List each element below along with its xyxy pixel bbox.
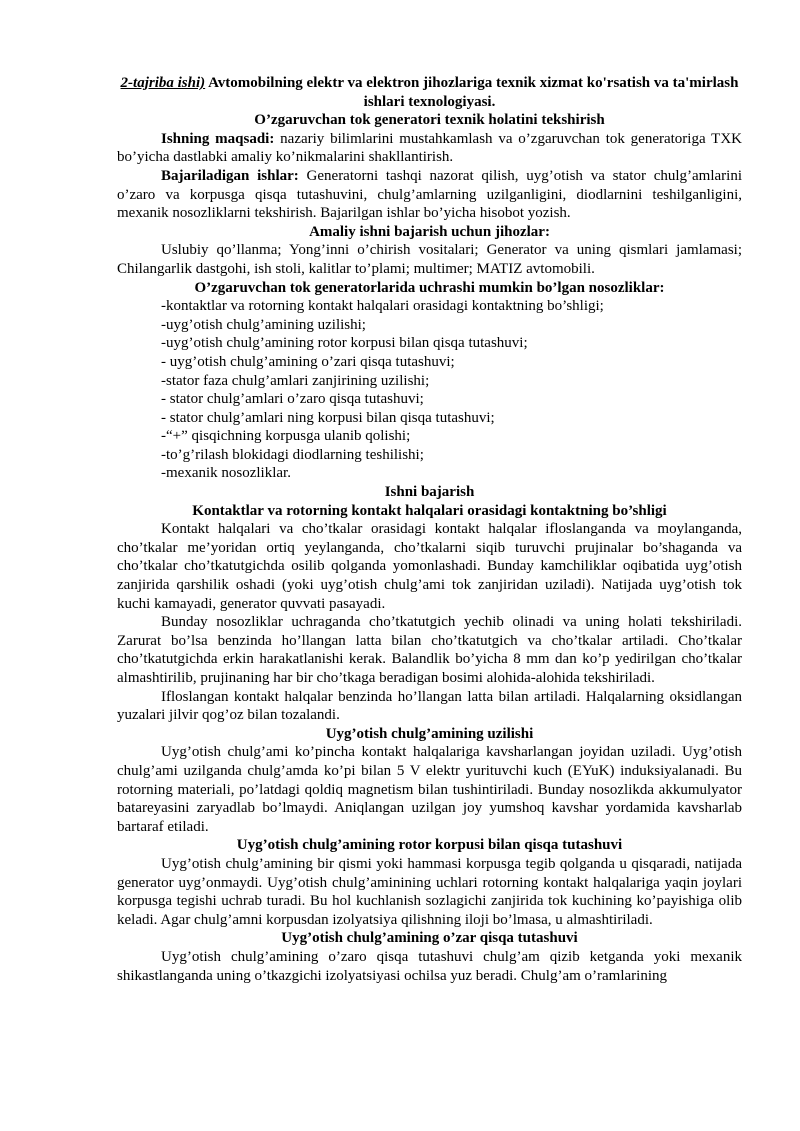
tasks-text: Generatorni tashqi nazorat qilish, uyg’otish va stator chulg’amlarini o’zaro va korpusga qisqa tutashuvini, chulg’amlarning uzilganligini, diodlarnini teshilganligini, mexanik nosozliklarni tekshirish. Bajarilgan ishlar bo’yicha hisobot yozish. — [117, 167, 743, 222]
list-item: -kontaktlar va rotorning kontakt halqalari orasidagi kontaktning bo’shligi; — [161, 298, 604, 315]
document-subtitle: O’zgaruvchan tok generatori texnik holatini tekshirish — [254, 112, 605, 129]
tasks-label: Bajariladigan ishlar: — [161, 167, 299, 184]
faults-list — [117, 297, 742, 483]
list-item: -stator faza chulg’amlari zanjirining uzilishi; — [161, 372, 430, 389]
list-item: - stator chulg’amlari ning korpusi bilan qisqa tutashuvi; — [161, 409, 495, 426]
lab-number: 2-tajriba ishi) — [120, 75, 206, 91]
paragraph: Ifloslangan kontakt halqalar benzinda ho’llangan latta bilan artiladi. Halqalarning oksidlangan yuzalari jilvir qog’oz bilan tozalandi. — [117, 688, 742, 724]
equipment-heading: Amaliy ishni bajarish uchun jihozlar: — [309, 223, 550, 240]
title-text: Avtomobilning elektr va elektron jihozlariga texnik xizmat ko'rsatish va ta'mirlash ishlari texnologiyasi. — [205, 75, 739, 110]
list-item: - uyg’otish chulg’amining o’zari qisqa tutashuvi; — [161, 353, 455, 370]
paragraph: Uyg’otish chulg’ami ko’pincha kontakt halqalariga kavsharlangan joyidan uziladi. Uyg’otish chulg’ami uzilganda chulg’amda ko’pi bilan 5 V elektr yurituvchi kuch (EYuK) induksiyalanadi. Bu rotorning materiali, po’latdagi qoldiq magnetism bilan tushintiriladi. Bunday nosozlikda akkumulyator batareyasini zaryadlab bo’lmaydi. Aniqlangan uzilgan joy yumshoq kavshar yordamida kavsharlab bartaraf etiladi. — [117, 744, 742, 835]
list-item: -uyg’otish chulg’amining uzilishi; — [161, 316, 366, 333]
goal-paragraph — [117, 130, 742, 167]
paragraph: Bunday nosozliklar uchraganda cho’tkatutgich yechib olinadi va uning holati tekshiriladi. Zarurat bo’lsa benzinda ho’llangan latta bilan cho’tkatutgich va cho’tkalar artiladi. Cho’tkalar cho’tkatutgichda erkin harakatlanishi kerak. Balandlik bo’yicha 8 mm dan ko’p yedirilgan cho’tkalar almashtirilib, prujinaning har bir cho’tkaga beradigan bosimi alohida-alohida tekshiriladi. — [117, 614, 742, 686]
list-item: -“+” qisqichning korpusga ulanib qolishi; — [161, 428, 411, 445]
document-title — [117, 74, 742, 111]
goal-label: Ishning maqsadi: — [161, 130, 275, 147]
tasks-paragraph — [117, 167, 742, 223]
faults-heading: O’zgaruvchan tok generatorlarida uchrashi mumkin bo’lgan nosozliklar: — [194, 279, 665, 296]
paragraph: Uyg’otish chulg’amining bir qismi yoki hammasi korpusga tegib qolganda u qisqaradi, natijada generator uyg’onmaydi. Uyg’otish chulg’aminining uchlari rotorning kontakt halqalariga yaqin joylari korpusga tegishi uchrab turadi. Bu hol kuchlanish sozlagichi zanjirida tok kuchining ko’payishiga olib keladi. Agar chulg’amni korpusdan izolyatsiya qilishning iloji bo’lmasa, u almashtiriladi. — [117, 855, 742, 928]
paragraph: Kontakt halqalari va cho’tkalar orasidagi kontakt halqalar ifloslanganda va moylanganda, cho’tkalar me’yoridan ortiq yeylanganda, cho’tkalarni siqib turuvchi prujinalar bo’shaganda va cho’tkalar cho’tkatutgichda osilib qolganda yomonlashadi. Bunday kamchiliklar oqibatida uyg’otish zanjirida qarshilik oshadi (yoki uyg’otish chulg’ami tok zanjiridan uziladi). Natijada uyg’otish tok kuchi kamayadi, generator quvvati pasayadi. — [117, 521, 742, 612]
section-heading-rotor-short: Uyg’otish chulg’amining rotor korpusi bilan qisqa tutashuvi — [236, 837, 623, 854]
goal-text: nazariy bilimlarini mustahkamlash va o’zgaruvchan tok generatoriga TXK bo’yicha dastlabki amaliy ko’nikmalarini shakllantirish. — [117, 130, 742, 166]
section-heading-winding-break: Uyg’otish chulg’amining uzilishi — [325, 725, 534, 742]
work-heading: Ishni bajarish — [384, 484, 475, 501]
list-item: -to’g’rilash blokidagi diodlarning teshilishi; — [161, 446, 424, 463]
paragraph: Uyg’otish chulg’amining o’zaro qisqa tutashuvi chulg’am qizib ketganda yoki mexanik shikastlanganda uning o’tkazgichi izolyatsiyasi ochilsa yuz beradi. Chulg’am o’ramlarining — [117, 948, 742, 984]
document-page — [117, 74, 742, 985]
section-heading-interturn-short: Uyg’otish chulg’amining o’zar qisqa tutashuvi — [281, 930, 578, 947]
list-item: -uyg’otish chulg’amining rotor korpusi bilan qisqa tutashuvi; — [161, 335, 528, 352]
equipment-paragraph: Uslubiy qo’llanma; Yong’inni o’chirish vositalari; Generator va uning qismlari jamlamasi; Chilangarlik dastgohi, ish stoli, kalitlar to’plami; multimer; MATIZ avtomobili. — [117, 242, 742, 277]
list-item: - stator chulg’amlari o’zaro qisqa tutashuvi; — [161, 391, 424, 408]
section-heading-contacts: Kontaktlar va rotorning kontakt halqalari orasidagi kontaktning bo’shligi — [192, 502, 667, 519]
list-item: -mexanik nosozliklar. — [161, 465, 291, 482]
